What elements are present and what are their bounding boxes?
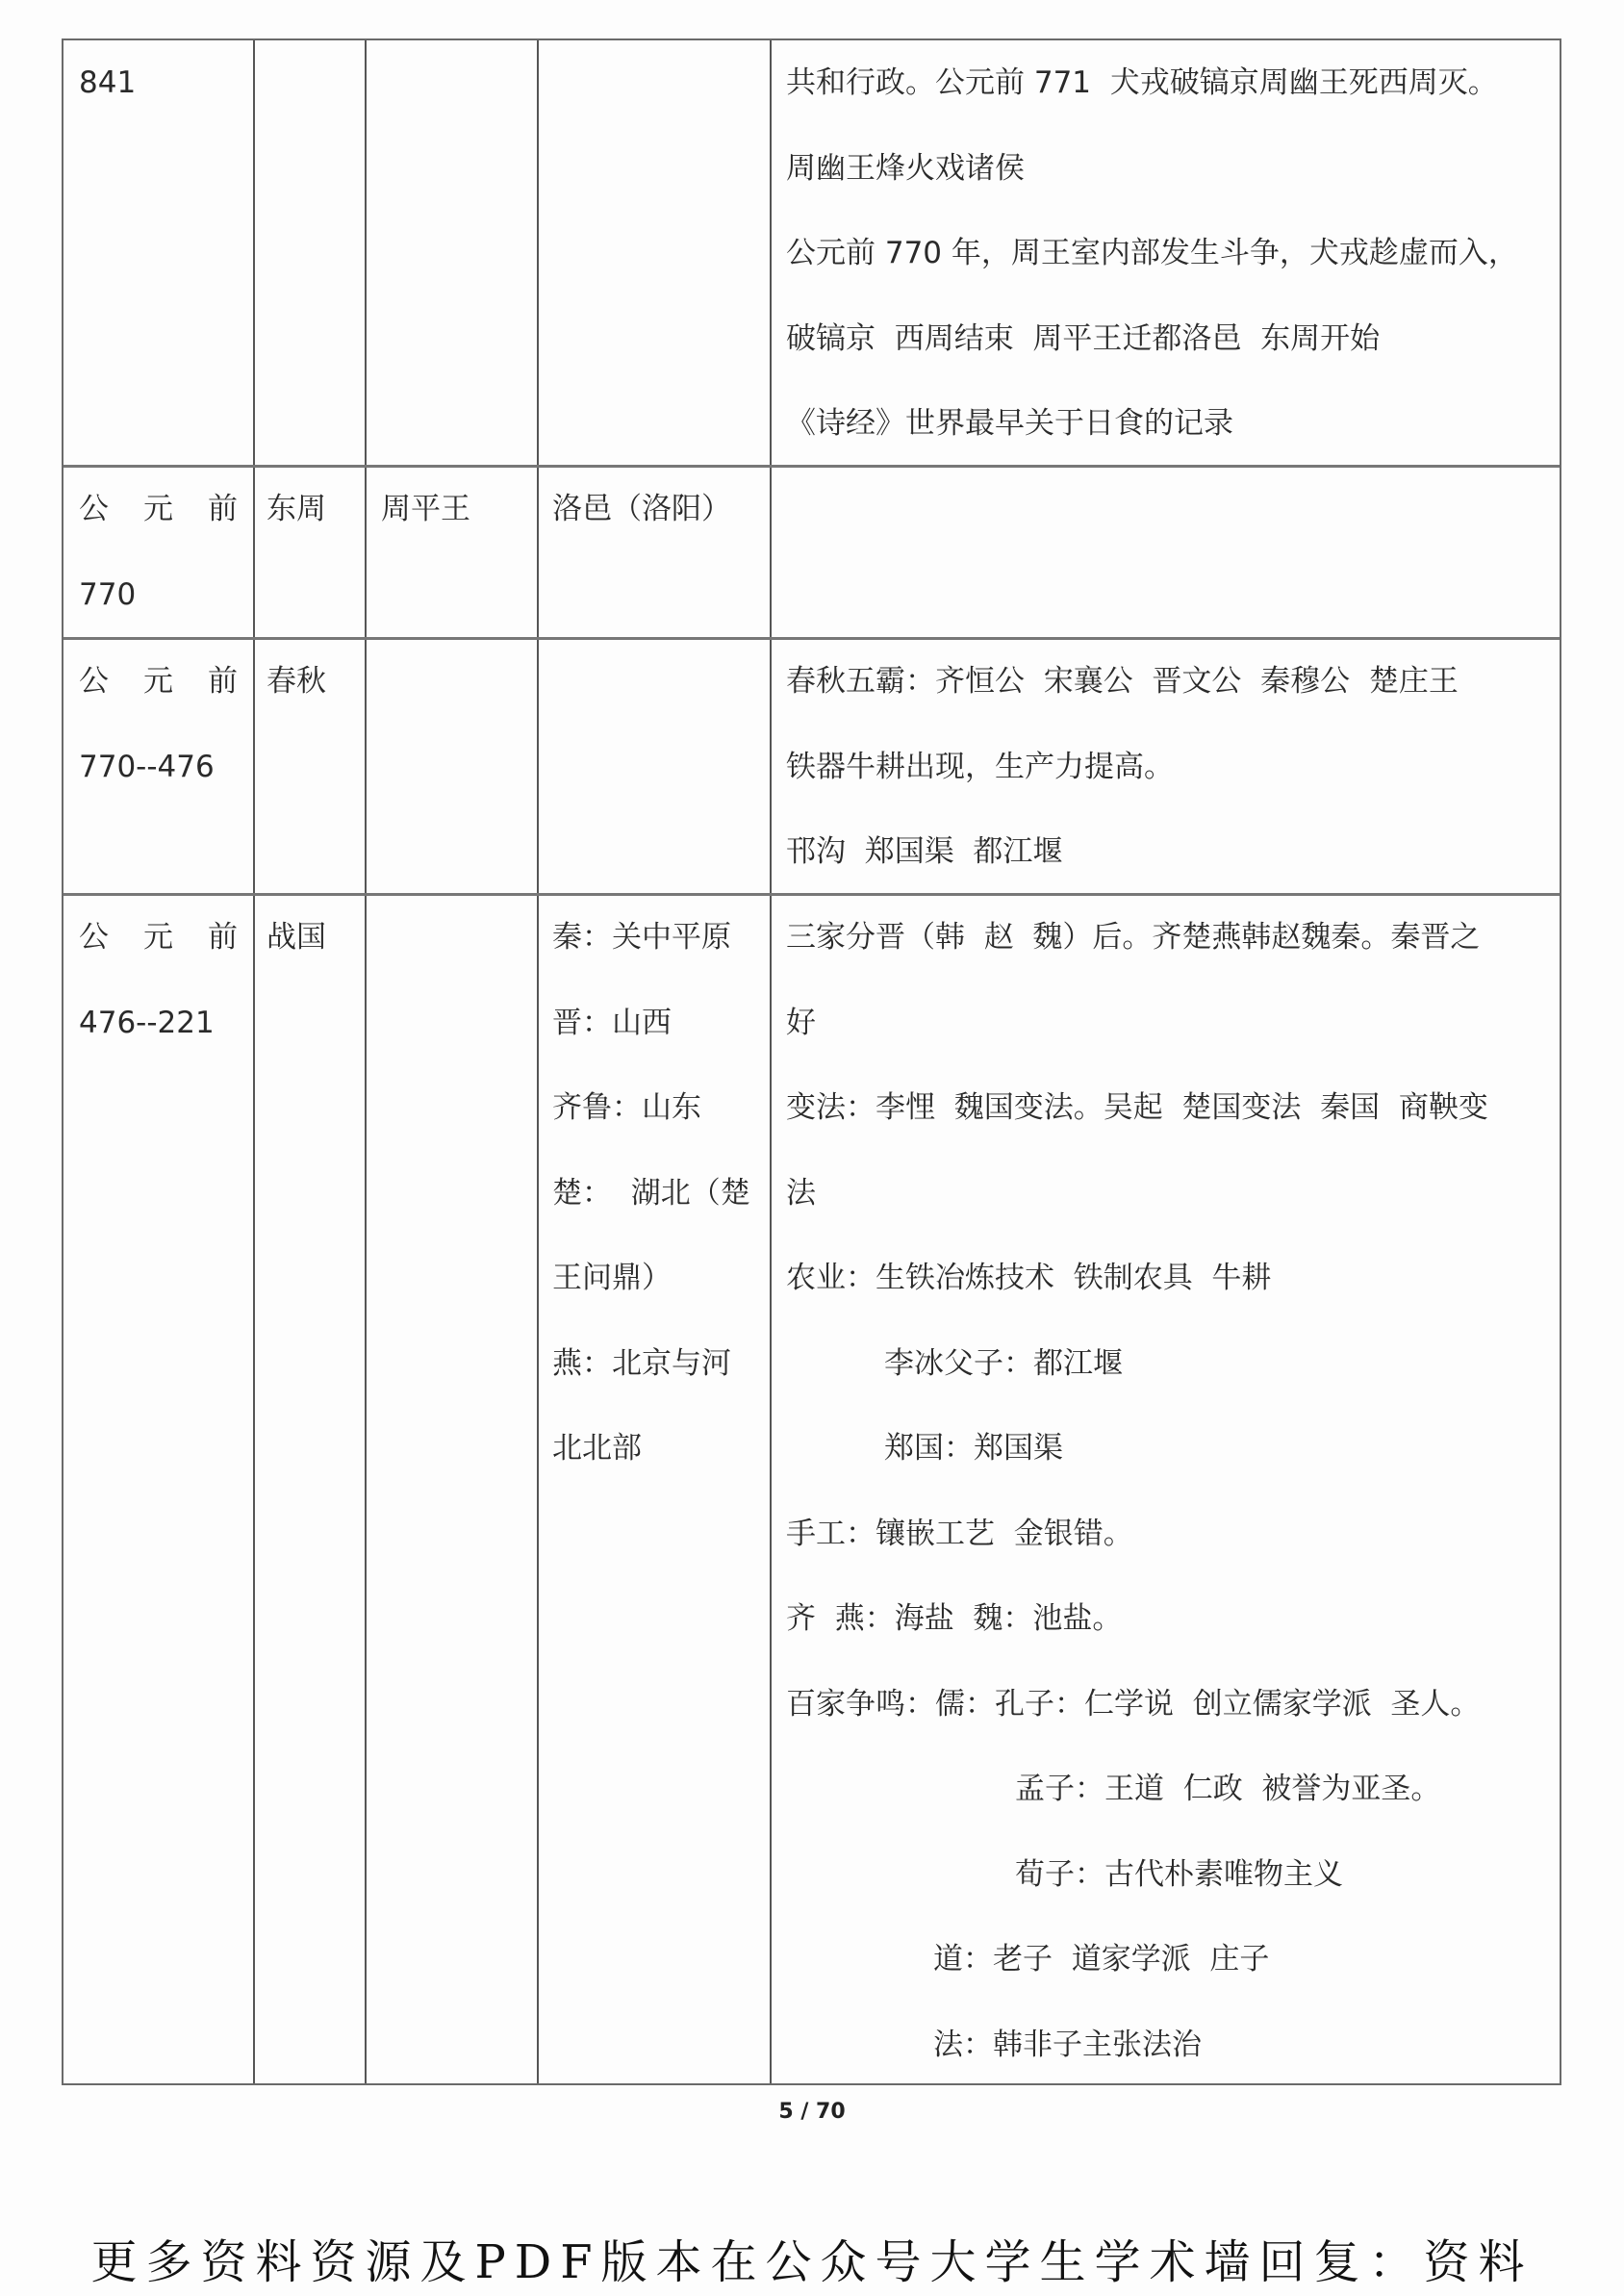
event-line: 齐 燕：海盐 魏：池盐。 [786, 1601, 1123, 1636]
event-line: 荀子：古代朴素唯物主义 [1015, 1856, 1343, 1892]
cell-ruler [381, 639, 522, 725]
event-line: 《诗经》世界最早关于日食的记录 [786, 406, 1233, 441]
date-line: 476--221 [79, 1005, 215, 1040]
cell-date [79, 639, 238, 809]
event-line: 周幽王烽火戏诸侯 [786, 150, 1025, 186]
cell-dynasty [266, 40, 353, 126]
cell-date [79, 895, 238, 1065]
cell-ruler [381, 895, 522, 981]
event-line: 铁器牛耕出现，生产力提高。 [786, 749, 1174, 784]
cell-events [786, 40, 1545, 467]
capital-line: 晋：山西 [552, 1005, 672, 1040]
cell-ruler [381, 40, 522, 126]
event-line: 李冰父子：都江堰 [884, 1345, 1123, 1381]
cell-capital [552, 895, 756, 1492]
date-line: 841 [79, 65, 137, 100]
dynasty-label [266, 40, 353, 126]
event-line: 农业：生铁冶炼技术 铁制农具 牛耕 [786, 1261, 1272, 1295]
cell-dynasty [266, 467, 353, 552]
cell-events [786, 895, 1545, 2087]
event-line: 孟子：王道 仁政 被誉为亚圣。 [1015, 1772, 1441, 1806]
event-line: 百家争鸣：儒：孔子：仁学说 创立儒家学派 圣人。 [786, 1686, 1481, 1722]
table-row [63, 467, 1560, 639]
capital-line: 洛邑（洛阳） [552, 492, 731, 526]
cell-ruler [381, 467, 522, 552]
event-line: 破镐京 西周结束 周平王迁都洛邑 东周开始 [786, 320, 1381, 356]
event-line: 变法：李悝 魏国变法。吴起 楚国变法 秦国 商鞅变 [786, 1090, 1488, 1125]
capital-line: 王问鼎） [552, 1261, 672, 1295]
date-line: 公 元 前 [79, 920, 238, 955]
event-line: 春秋五霸：齐恒公 宋襄公 晋文公 秦穆公 楚庄王 [786, 664, 1459, 699]
ruler-label [381, 40, 522, 126]
capital-line: 秦：关中平原 [552, 920, 731, 955]
dynasty-label: 东周 [266, 492, 326, 526]
capital-line: 齐鲁：山东 [552, 1090, 701, 1125]
table-row [63, 895, 1560, 2085]
event-line: 手工：镶嵌工艺 金银错。 [786, 1516, 1133, 1551]
page-number: 5 / 70 [778, 2100, 846, 2124]
ruler-label [381, 895, 522, 981]
event-line: 道：老子 道家学派 庄子 [933, 1942, 1270, 1977]
table-row [63, 639, 1560, 895]
date-line: 770 [79, 576, 137, 612]
cell-events [786, 639, 1545, 895]
ruler-label: 周平王 [381, 492, 470, 526]
event-line: 公元前 770 年，周王室内部发生斗争，犬戎趁虚而入， [786, 236, 1518, 270]
capital-line: 燕：北京与河 [552, 1345, 731, 1381]
event-line: 邗沟 郑国渠 都江堰 [786, 834, 1063, 869]
date-line: 公 元 前 [79, 492, 238, 526]
event-line: 法 [786, 1175, 816, 1211]
date-line: 公 元 前 [79, 664, 238, 699]
event-line: 好 [786, 1005, 816, 1040]
cell-dynasty [266, 639, 353, 725]
dynasty-label: 战国 [266, 920, 326, 955]
cell-date [79, 467, 238, 637]
ruler-label [381, 639, 522, 725]
dynasty-label: 春秋 [266, 664, 326, 699]
cell-dynasty [266, 895, 353, 981]
event-line: 法：韩非子主张法治 [933, 2027, 1202, 2062]
capital-line: 北北部 [552, 1431, 642, 1466]
table-row [63, 40, 1560, 467]
footer-promo-text: 更多资料资源及PDF版本在公众号大学生学术墙回复：资料 [90, 2235, 1534, 2289]
cell-capital [552, 467, 756, 552]
event-line: 三家分晋（韩 赵 魏）后。齐楚燕韩赵魏秦。秦晋之 [786, 920, 1481, 955]
cell-date [79, 40, 238, 126]
capital-line: 楚： 湖北（楚 [552, 1175, 750, 1211]
date-line: 770--476 [79, 749, 215, 784]
event-line: 共和行政。公元前 771 犬戎破镐京周幽王死西周灭。 [786, 65, 1498, 100]
history-table [62, 38, 1561, 2085]
event-line: 郑国：郑国渠 [884, 1431, 1063, 1466]
